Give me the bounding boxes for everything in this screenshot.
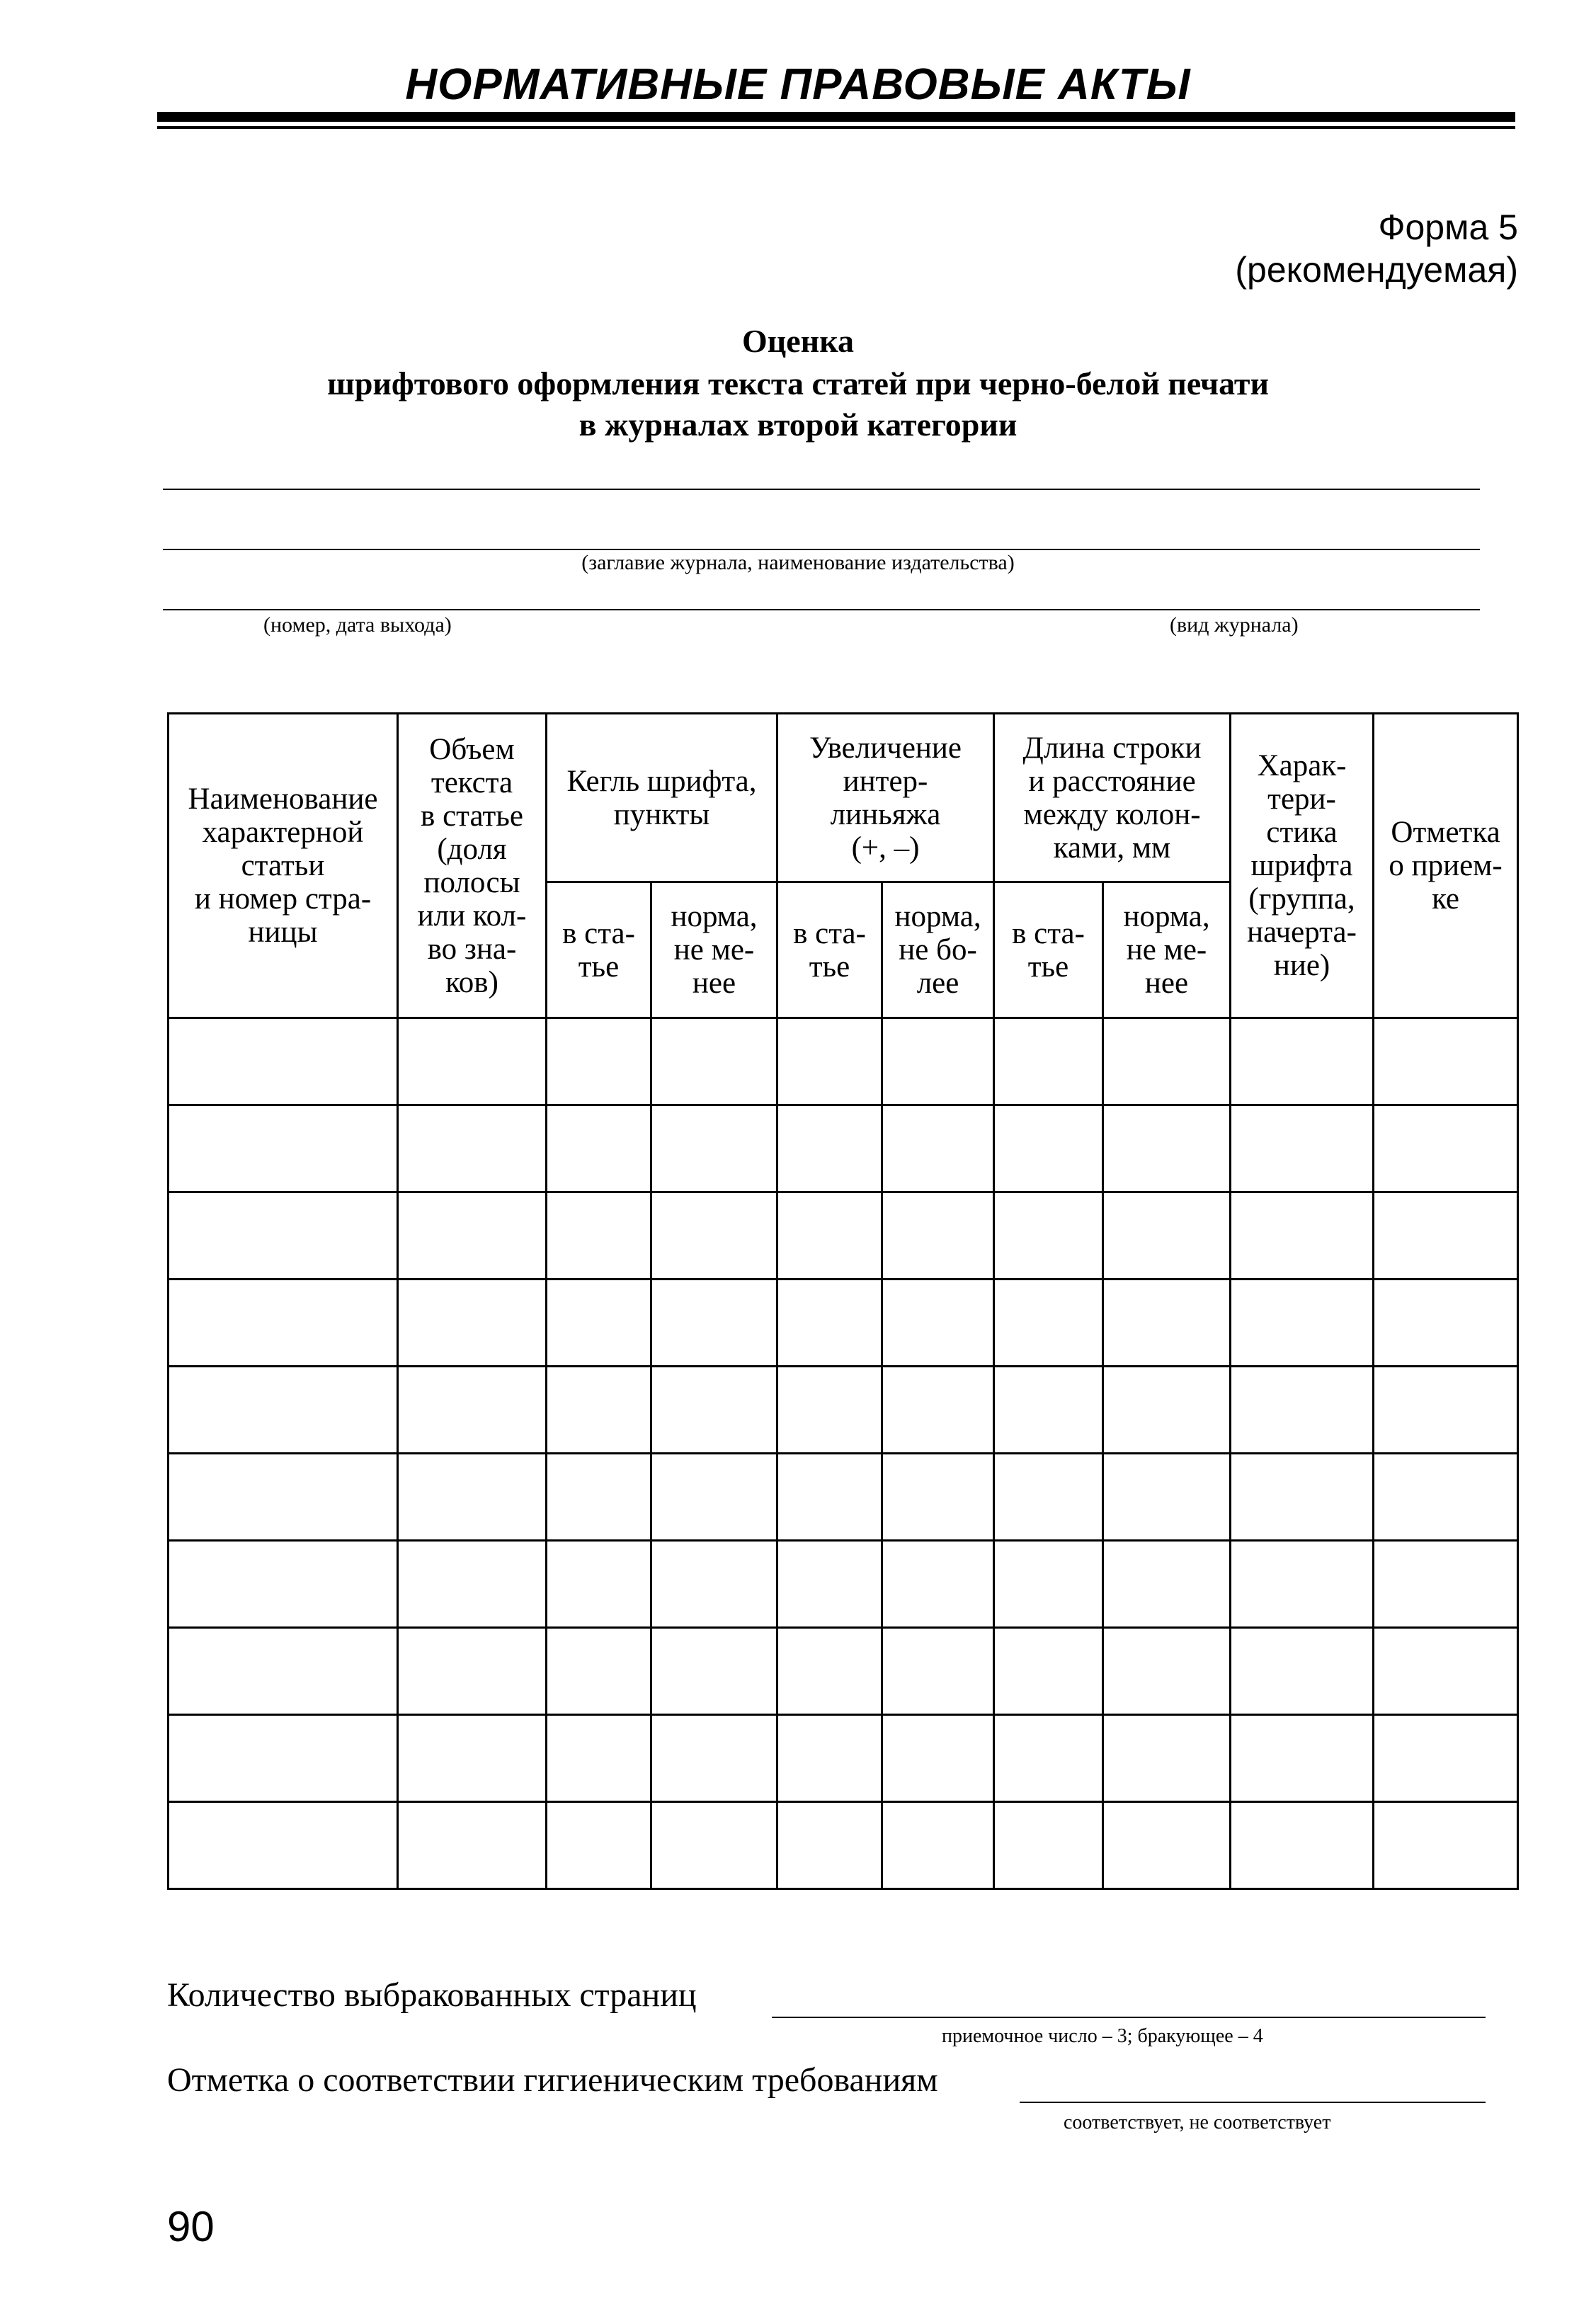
table-cell[interactable] <box>994 1715 1103 1802</box>
table-cell[interactable] <box>994 1628 1103 1715</box>
table-cell[interactable] <box>398 1715 547 1802</box>
table-cell[interactable] <box>777 1454 882 1541</box>
table-cell[interactable] <box>169 1105 398 1192</box>
form-title: Оценка <box>741 323 854 359</box>
evaluation-table <box>167 712 1519 1890</box>
table-cell[interactable] <box>398 1018 547 1105</box>
table-cell[interactable] <box>777 1715 882 1802</box>
table-cell[interactable] <box>994 1541 1103 1628</box>
header-rule-thin <box>157 126 1515 129</box>
table-cell[interactable] <box>777 1628 882 1715</box>
table-cell[interactable] <box>1374 1628 1518 1715</box>
table-cell[interactable] <box>882 1541 994 1628</box>
page-number: 90 <box>167 2203 215 2250</box>
table-row <box>169 1280 1518 1367</box>
issue-type-line[interactable] <box>163 609 1480 610</box>
table-cell[interactable] <box>1374 1715 1518 1802</box>
table-row <box>169 1367 1518 1454</box>
table-cell[interactable] <box>882 1192 994 1280</box>
table-cell[interactable] <box>1103 1628 1231 1715</box>
table-cell[interactable] <box>398 1802 547 1889</box>
table-cell[interactable] <box>1103 1280 1231 1367</box>
table-cell[interactable] <box>882 1802 994 1889</box>
table-cell[interactable] <box>1231 1628 1374 1715</box>
table-cell[interactable] <box>777 1018 882 1105</box>
table-cell[interactable] <box>398 1105 547 1192</box>
journal-title-line-2[interactable] <box>163 549 1480 550</box>
table-cell[interactable] <box>398 1367 547 1454</box>
table-cell[interactable] <box>1231 1802 1374 1889</box>
table-cell[interactable] <box>777 1367 882 1454</box>
subheader-in-article: в ста- тье <box>777 882 882 1018</box>
subheader-in-article: в ста- тье <box>994 882 1103 1018</box>
table-cell[interactable] <box>1231 1541 1374 1628</box>
table-row <box>169 1802 1518 1889</box>
hygiene-hint: соответствует, не соответствует <box>1064 2112 1331 2133</box>
table-cell[interactable] <box>1374 1192 1518 1280</box>
table-cell[interactable] <box>547 1018 651 1105</box>
table-row <box>169 1105 1518 1192</box>
table-cell[interactable] <box>1231 1454 1374 1541</box>
table-cell[interactable] <box>1374 1280 1518 1367</box>
table-cell[interactable] <box>1103 1454 1231 1541</box>
table-cell[interactable] <box>1103 1018 1231 1105</box>
subheader-norm-max: норма, не бо- лее <box>882 882 994 1018</box>
table-cell[interactable] <box>994 1192 1103 1280</box>
table-cell[interactable] <box>994 1802 1103 1889</box>
table-cell[interactable] <box>994 1018 1103 1105</box>
table-cell[interactable] <box>882 1454 994 1541</box>
table-cell[interactable] <box>1103 1715 1231 1802</box>
table-cell[interactable] <box>882 1715 994 1802</box>
table-cell[interactable] <box>1231 1367 1374 1454</box>
type-caption: (вид журнала) <box>1170 613 1299 637</box>
rejected-pages-line[interactable] <box>772 2017 1486 2018</box>
table-row <box>169 1541 1518 1628</box>
table-cell[interactable] <box>651 1018 777 1105</box>
table-cell[interactable] <box>651 1802 777 1889</box>
rejected-pages-label: Количество выбракованных страниц <box>167 1976 697 2014</box>
table-cell[interactable] <box>169 1715 398 1802</box>
header-font-size: Кегль шрифта, пункты <box>547 714 777 882</box>
table-cell[interactable] <box>1231 1280 1374 1367</box>
header-rule-thick <box>157 112 1515 122</box>
table-cell[interactable] <box>777 1105 882 1192</box>
table-cell[interactable] <box>1231 1192 1374 1280</box>
table-cell[interactable] <box>1103 1367 1231 1454</box>
table-cell[interactable] <box>1374 1367 1518 1454</box>
table-row <box>169 1018 1518 1105</box>
table-cell[interactable] <box>1231 1018 1374 1105</box>
table-cell[interactable] <box>994 1105 1103 1192</box>
table-cell[interactable] <box>994 1454 1103 1541</box>
table-cell[interactable] <box>169 1802 398 1889</box>
table-cell[interactable] <box>1374 1541 1518 1628</box>
table-cell[interactable] <box>882 1280 994 1367</box>
table-cell[interactable] <box>651 1105 777 1192</box>
journal-title-line-1[interactable] <box>163 489 1480 490</box>
table-cell[interactable] <box>398 1628 547 1715</box>
table-cell[interactable] <box>398 1192 547 1280</box>
section-title: НОРМАТИВНЫЕ ПРАВОВЫЕ АКТЫ <box>405 60 1191 109</box>
table-cell[interactable] <box>1374 1105 1518 1192</box>
hygiene-label: Отметка о соответствии гигиеническим требованиям <box>167 2061 938 2099</box>
table-row <box>169 1454 1518 1541</box>
table-cell[interactable] <box>651 1192 777 1280</box>
rejected-pages-hint: приемочное число – 3; бракующее – 4 <box>942 2025 1263 2047</box>
table-row <box>169 1628 1518 1715</box>
table-cell[interactable] <box>398 1454 547 1541</box>
table-cell[interactable] <box>651 1628 777 1715</box>
table-cell[interactable] <box>777 1280 882 1367</box>
table-cell[interactable] <box>651 1541 777 1628</box>
subheader-norm-min: норма, не ме- нее <box>1103 882 1231 1018</box>
table-cell[interactable] <box>169 1541 398 1628</box>
table-cell[interactable] <box>169 1628 398 1715</box>
subheader-in-article: в ста- тье <box>547 882 651 1018</box>
table-cell[interactable] <box>1374 1802 1518 1889</box>
header-line-length: Длина строки и расстояние между колон- ками, мм <box>994 714 1231 882</box>
table-cell[interactable] <box>1231 1105 1374 1192</box>
issue-caption: (номер, дата выхода) <box>263 613 452 637</box>
table-cell[interactable] <box>777 1802 882 1889</box>
table-cell[interactable] <box>547 1367 651 1454</box>
form-subtitle-line1: шрифтового оформления текста статей при черно-белой печати <box>327 365 1269 401</box>
table-cell[interactable] <box>547 1280 651 1367</box>
table-cell[interactable] <box>651 1280 777 1367</box>
table-cell[interactable] <box>882 1367 994 1454</box>
table-cell[interactable] <box>169 1367 398 1454</box>
table-cell[interactable] <box>547 1541 651 1628</box>
table-cell[interactable] <box>1231 1715 1374 1802</box>
table-cell[interactable] <box>651 1715 777 1802</box>
header-leading: Увеличение интер- линьяжа (+, –) <box>777 714 994 882</box>
form-number: Форма 5 <box>1378 207 1518 247</box>
header-article: Наименование характерной статьи и номер стра- ницы <box>169 714 398 1018</box>
table-cell[interactable] <box>994 1367 1103 1454</box>
table-cell[interactable] <box>547 1454 651 1541</box>
table-cell[interactable] <box>547 1192 651 1280</box>
form-status: (рекомендуемая) <box>1235 250 1518 290</box>
table-cell[interactable] <box>882 1105 994 1192</box>
table-cell[interactable] <box>1374 1454 1518 1541</box>
table-cell[interactable] <box>777 1192 882 1280</box>
table-cell[interactable] <box>547 1802 651 1889</box>
journal-caption: (заглавие журнала, наименование издательства) <box>581 551 1015 574</box>
header-acceptance: Отметка о прием- ке <box>1374 714 1518 1018</box>
table-row <box>169 1715 1518 1802</box>
table-cell[interactable] <box>547 1715 651 1802</box>
table-cell[interactable] <box>547 1628 651 1715</box>
header-font-characteristics: Харак- тери- стика шрифта (группа, начерта- ние) <box>1231 714 1374 1018</box>
table-cell[interactable] <box>398 1541 547 1628</box>
table-cell[interactable] <box>1103 1541 1231 1628</box>
table-cell[interactable] <box>651 1454 777 1541</box>
form-subtitle-line2: в журналах второй категории <box>578 406 1018 443</box>
table-cell[interactable] <box>882 1018 994 1105</box>
table-cell[interactable] <box>994 1280 1103 1367</box>
table-cell[interactable] <box>547 1105 651 1192</box>
table-cell[interactable] <box>882 1628 994 1715</box>
table-cell[interactable] <box>651 1367 777 1454</box>
header-volume: Объем текста в статье (доля полосы или кол- во зна- ков) <box>398 714 547 1018</box>
table-cell[interactable] <box>1103 1105 1231 1192</box>
table-row <box>169 1192 1518 1280</box>
table-cell[interactable] <box>169 1192 398 1280</box>
hygiene-line[interactable] <box>1020 2102 1486 2103</box>
table-cell[interactable] <box>169 1454 398 1541</box>
table-cell[interactable] <box>1103 1192 1231 1280</box>
table-body <box>169 1018 1518 1889</box>
table-cell[interactable] <box>1103 1802 1231 1889</box>
table-cell[interactable] <box>398 1280 547 1367</box>
table-cell[interactable] <box>169 1018 398 1105</box>
table-cell[interactable] <box>1374 1018 1518 1105</box>
table-cell[interactable] <box>169 1280 398 1367</box>
subheader-norm-min: норма, не ме- нее <box>651 882 777 1018</box>
table-cell[interactable] <box>777 1541 882 1628</box>
